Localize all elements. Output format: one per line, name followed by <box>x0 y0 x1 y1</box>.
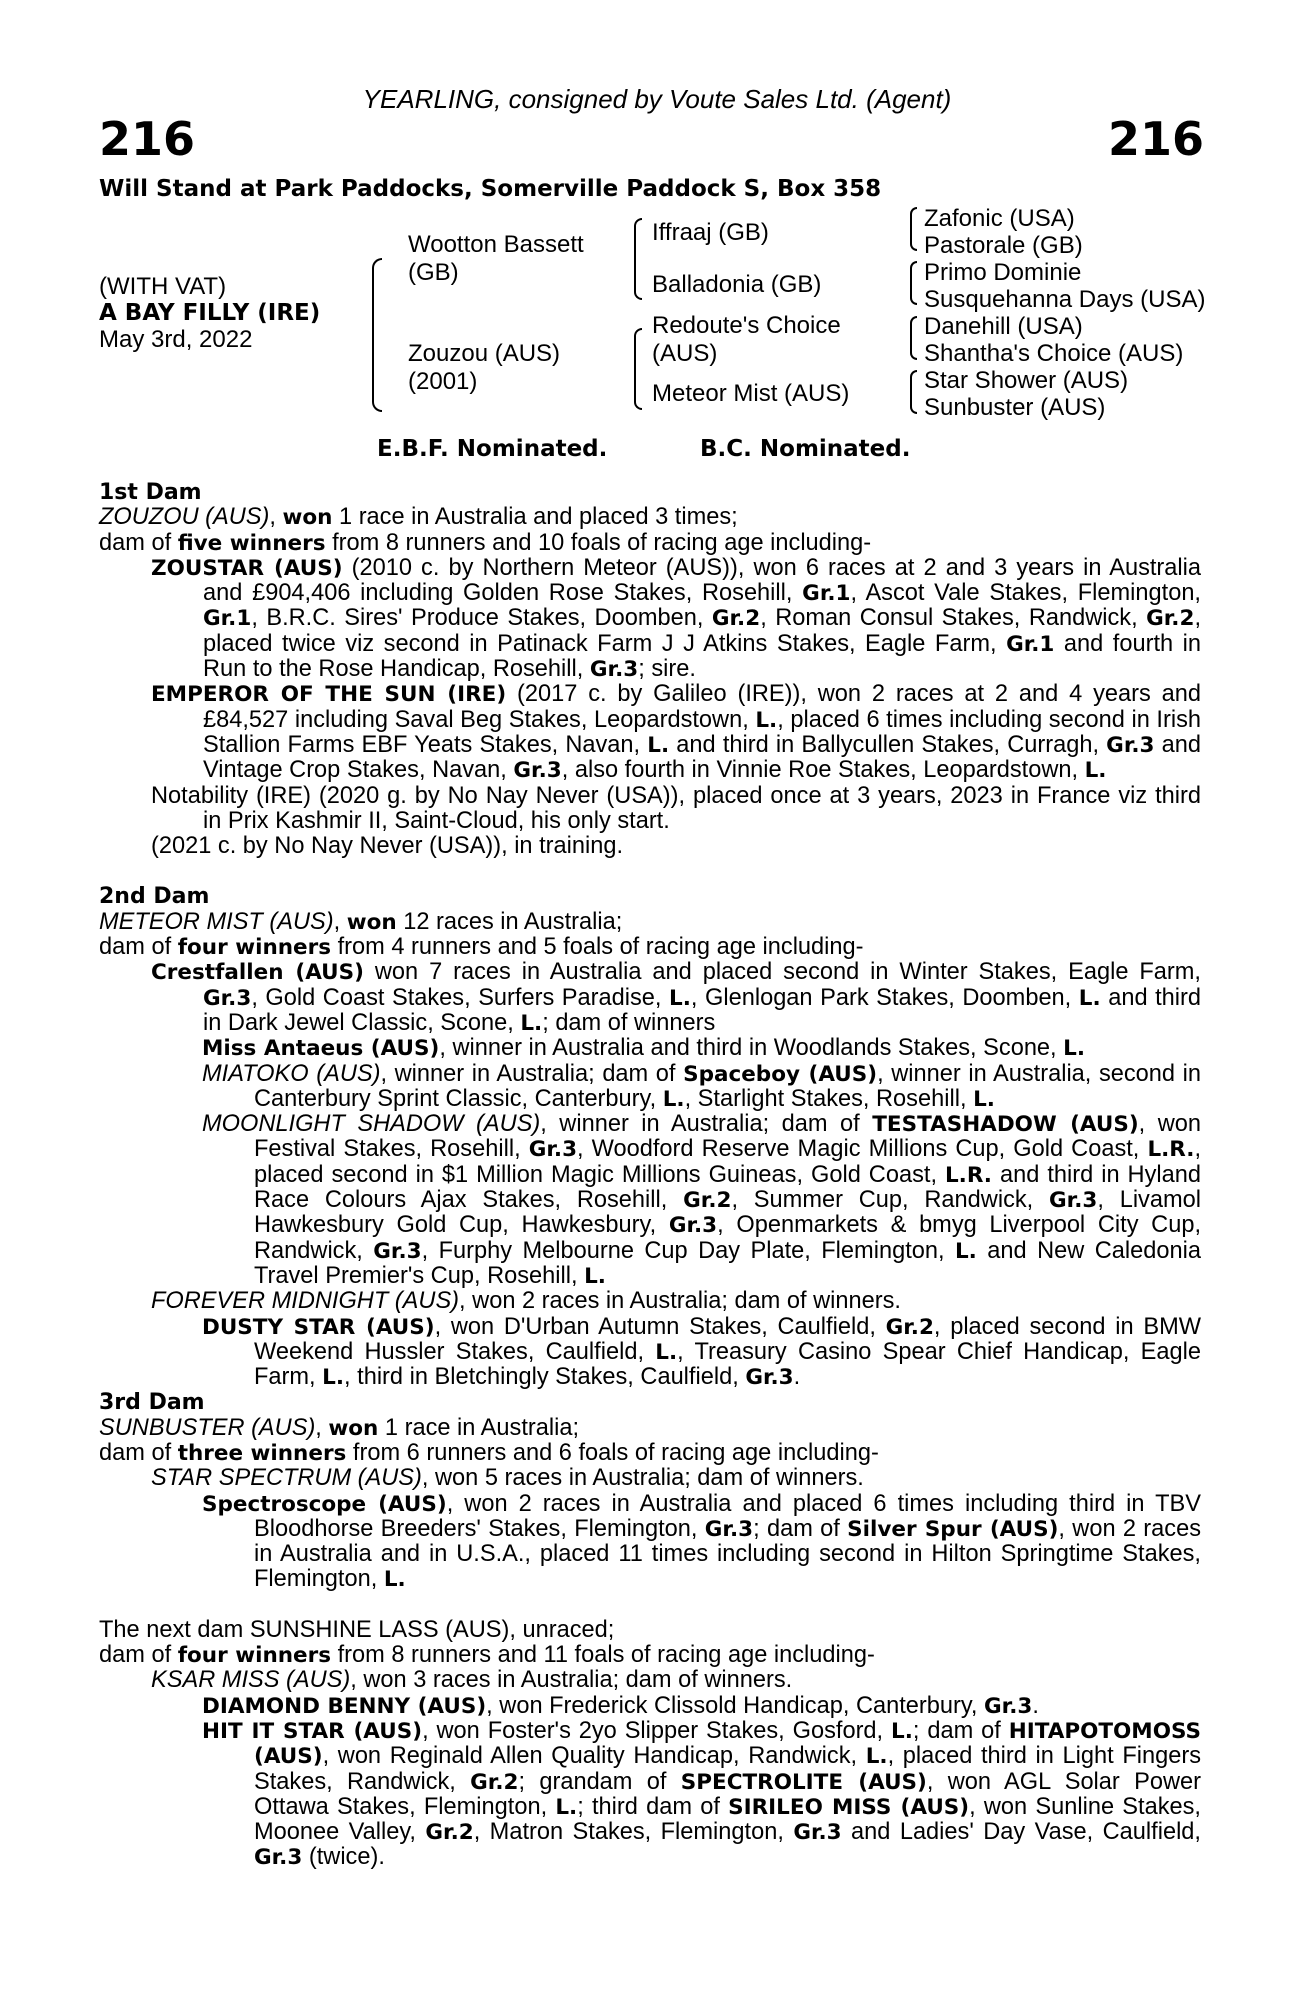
dam-line1: Zouzou (AUS) <box>408 340 561 367</box>
dam-sire-sire: Danehill (USA) <box>924 313 1083 340</box>
brace-ds <box>910 316 917 360</box>
sire-sire: Iffraaj (GB) <box>652 219 769 246</box>
sire-line2: (GB) <box>408 259 459 286</box>
stand-location: Will Stand at Park Paddocks, Somerville Paddock S, Box 358 <box>99 176 882 202</box>
third-dam-line2: dam of three winners from 6 runners and 6 foals of racing age including- <box>99 1439 879 1466</box>
dam-line2: (2001) <box>408 368 478 395</box>
bc-nominated: B.C. Nominated. <box>700 436 911 462</box>
vat-label: (WITH VAT) <box>99 273 227 300</box>
first-dam-produce-3: Notability (IRE) (2020 g. by No Nay Never (USA)), placed once at 3 years, 2023 in France viz third in Prix Kashmir II, Saint-Cloud, his only start. <box>151 782 1201 834</box>
ebf-nominated: E.B.F. Nominated. <box>377 436 608 462</box>
foaled-date: May 3rd, 2022 <box>99 326 253 353</box>
dam-sire-dam: Shantha's Choice (AUS) <box>924 340 1184 367</box>
brace-ss <box>910 207 917 251</box>
second-dam-line2: dam of four winners from 4 runners and 5 foals of racing age including- <box>99 934 864 961</box>
sire-sire-sire: Zafonic (USA) <box>924 205 1075 232</box>
brace-dam <box>634 328 642 410</box>
dam-sire-line2: (AUS) <box>652 340 718 367</box>
second-dam-produce-4: MOONLIGHT SHADOW (AUS), winner in Australia; dam of TESTASHADOW (AUS), won Festival Stakes, Rosehill, Gr.3, Woodford Reserve Magic Millions Cup, Gold Coast, L.R., placed second in $1 Million Magic Millions Guineas, Gold Coast, L.R. and third in Hyland Race Colours Ajax Stakes, Rosehill, Gr.2, Summer Cup, Randwick, Gr.3, Livamol Hawkesbury Gold Cup, Hawkesbury, Gr.3, Openmarkets & bmyg Liverpool City Cup, Randwick, Gr.3, Furphy Melbourne Cup Day Plate, Flemington, L. and New Caledonia Travel Premier's Cup, Rosehill, L. <box>202 1111 1201 1289</box>
sire-sire-dam: Pastorale (GB) <box>924 232 1083 259</box>
horse-name: A BAY FILLY (IRE) <box>99 300 321 326</box>
first-dam-line2: dam of five winners from 8 runners and 10 foals of racing age including- <box>99 529 872 556</box>
first-dam-produce-1: ZOUSTAR (AUS) (2010 c. by Northern Meteor (AUS)), won 6 races at 2 and 3 years in Australia and £904,406 including Golden Rose Stakes, Rosehill, Gr.1, Ascot Vale Stakes, Flemington, Gr.1, B.R.C. Sires' Produce Stakes, Doomben, Gr.2, Roman Consul Stakes, Randwick, Gr.2, placed twice viz second in Patinack Farm J J Atkins Stakes, Eagle Farm, Gr.1 and fourth in Run to the Rose Handicap, Rosehill, Gr.3; sire. <box>151 554 1202 683</box>
sire-dam-dam: Susquehanna Days (USA) <box>924 286 1206 313</box>
next-dam-line1: The next dam SUNSHINE LASS (AUS), unraced; <box>99 1616 615 1643</box>
brace-sd <box>910 261 917 305</box>
second-dam-line1: METEOR MIST (AUS), won 12 races in Australia; <box>99 908 623 935</box>
first-dam-produce-4: (2021 c. by No Nay Never (USA)), in training. <box>151 833 624 860</box>
second-dam-produce-2: Miss Antaeus (AUS), winner in Australia and third in Woodlands Stakes, Scone, L. <box>202 1035 1086 1062</box>
dam-dam-dam: Sunbuster (AUS) <box>924 394 1106 421</box>
first-dam-line1: ZOUZOU (AUS), won 1 race in Australia and placed 3 times; <box>99 504 738 531</box>
second-dam-heading: 2nd Dam <box>99 884 210 910</box>
lot-number-right: 216 <box>1107 112 1204 166</box>
brace-sire <box>634 218 642 300</box>
third-dam-line1: SUNBUSTER (AUS), won 1 race in Australia; <box>99 1414 580 1441</box>
consignor-line: YEARLING, consigned by Voute Sales Ltd. (Agent) <box>362 84 952 114</box>
first-dam-heading: 1st Dam <box>99 480 202 505</box>
sire-dam: Balladonia (GB) <box>652 271 822 298</box>
second-dam-produce-6: DUSTY STAR (AUS), won D'Urban Autumn Stakes, Caulfield, Gr.2, placed second in BMW Weekend Hussler Stakes, Caulfield, L., Treasury Casino Spear Chief Handicap, Eagle Farm, L., third in Bletchingly Stakes, Caulfield, Gr.3. <box>202 1313 1201 1391</box>
third-dam-heading: 3rd Dam <box>99 1390 205 1416</box>
dam-sire-line1: Redoute's Choice <box>652 312 841 339</box>
brace-dd <box>910 370 917 414</box>
next-dam-produce-2: DIAMOND BENNY (AUS), won Frederick Clissold Handicap, Canterbury, Gr.3. <box>202 1692 1039 1719</box>
third-dam-produce-1: STAR SPECTRUM (AUS), won 5 races in Australia; dam of winners. <box>151 1465 864 1492</box>
second-dam-produce-5: FOREVER MIDNIGHT (AUS), won 2 races in Australia; dam of winners. <box>151 1288 901 1315</box>
third-dam-produce-2: Spectroscope (AUS), won 2 races in Australia and placed 6 times including third in TBV Bloodhorse Breeders' Stakes, Flemington, Gr.3; dam of Silver Spur (AUS), won 2 races in Australia and in U.S.A., placed 11 times including second in Hilton Springtime Stakes, Flemington, L. <box>202 1490 1201 1593</box>
next-dam-produce-3: HIT IT STAR (AUS), won Foster's 2yo Slipper Stakes, Gosford, L.; dam of HITAPOTOMOSS (AUS), won Reginald Allen Quality Handicap, Randwick, L., placed third in Light Fingers Stakes, Randwick, Gr.2; grandam of SPECTROLITE (AUS), won AGL Solar Power Ottawa Stakes, Flemington, L.; third dam of SIRILEO MISS (AUS), won Sunline Stakes, Moonee Valley, Gr.2, Matron Stakes, Flemington, Gr.3 and Ladies' Day Vase, Caulfield, Gr.3 (twice). <box>202 1717 1201 1871</box>
second-dam-produce-1: Crestfallen (AUS) won 7 races in Australia and placed second in Winter Stakes, Eagle Farm, Gr.3, Gold Coast Stakes, Surfers Paradise, L., Glenlogan Park Stakes, Doomben, L. and third in Dark Jewel Classic, Scone, L.; dam of winners <box>151 959 1202 1036</box>
dam-dam: Meteor Mist (AUS) <box>652 380 850 407</box>
lot-number-left: 216 <box>99 112 196 166</box>
brace-main <box>372 258 382 412</box>
next-dam-produce-1: KSAR MISS (AUS), won 3 races in Australia; dam of winners. <box>151 1667 793 1694</box>
produce-record <box>99 480 1201 1871</box>
next-dam-line2: dam of four winners from 8 runners and 11 foals of racing age including- <box>99 1642 875 1669</box>
sire-dam-sire: Primo Dominie <box>924 259 1082 286</box>
first-dam-produce-2: EMPEROR OF THE SUN (IRE) (2017 c. by Galileo (IRE)), won 2 races at 2 and 4 years and £84,527 including Saval Beg Stakes, Leopardstown, L., placed 6 times including second in Irish Stallion Farms EBF Yeats Stakes, Navan, L. and third in Ballycullen Stakes, Curragh, Gr.3 and Vintage Crop Stakes, Navan, Gr.3, also fourth in Vinnie Roe Stakes, Leopardstown, L. <box>151 681 1202 784</box>
second-dam-produce-3: MIATOKO (AUS), winner in Australia; dam of Spaceboy (AUS), winner in Australia, second in Canterbury Sprint Classic, Canterbury, L., Starlight Stakes, Rosehill, L. <box>202 1060 1201 1112</box>
sire-line1: Wootton Bassett <box>408 231 584 258</box>
dam-dam-sire: Star Shower (AUS) <box>924 367 1129 394</box>
